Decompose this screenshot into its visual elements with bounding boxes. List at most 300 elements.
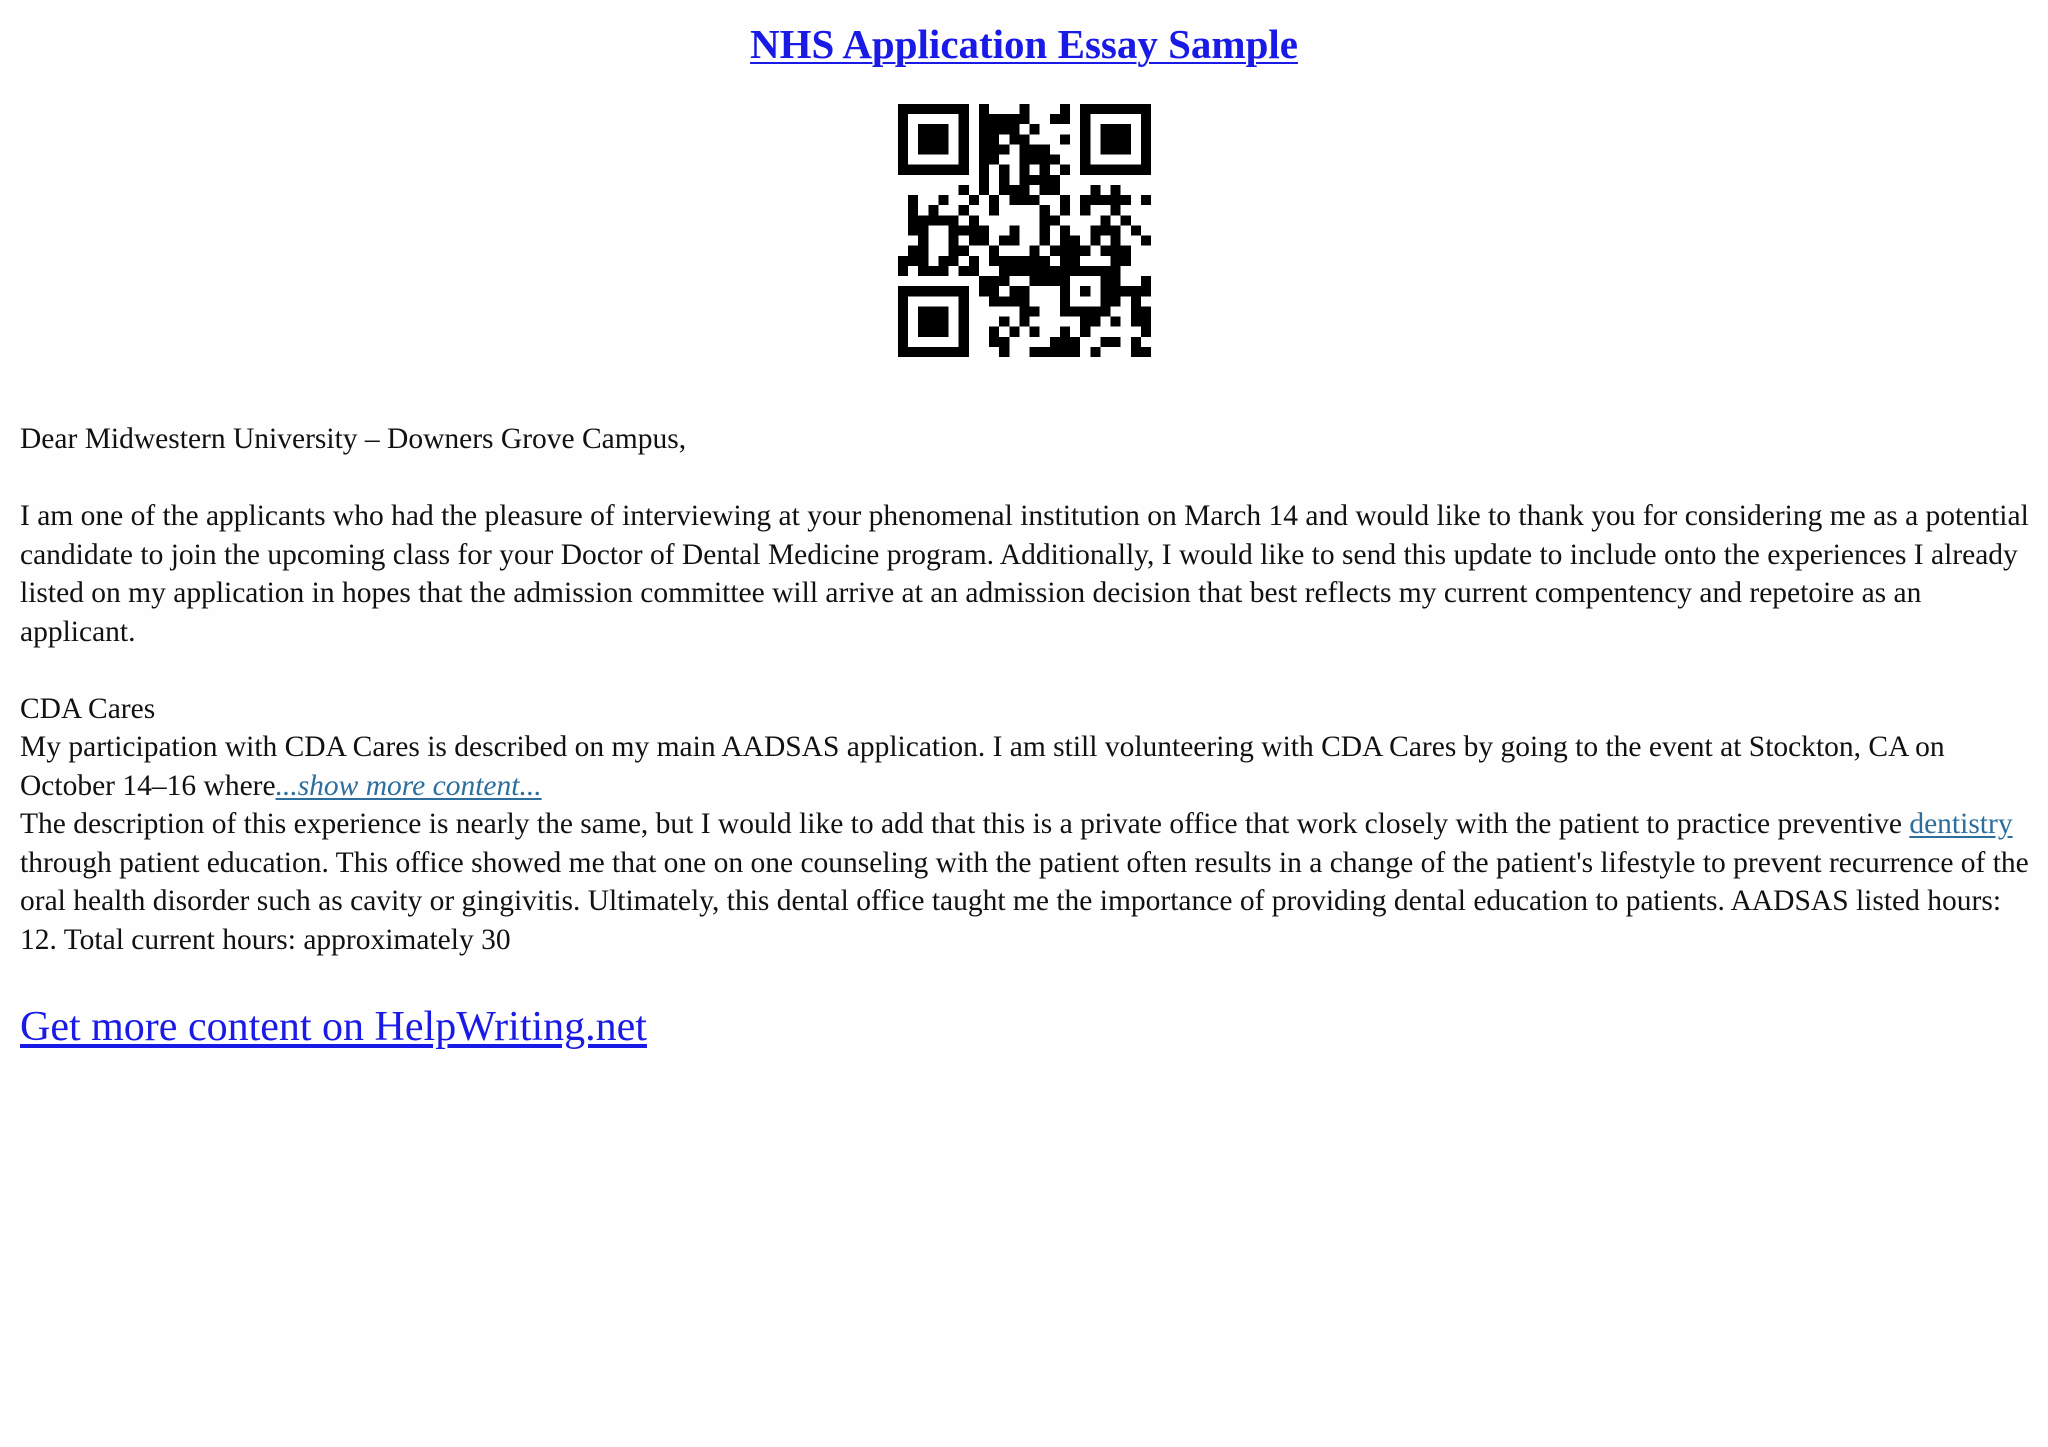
qr-module <box>1050 175 1060 185</box>
qr-module <box>918 104 928 114</box>
qr-module <box>928 306 938 316</box>
qr-module <box>898 134 908 144</box>
qr-module <box>1141 124 1151 134</box>
qr-module <box>1070 347 1080 357</box>
qr-module <box>1100 286 1110 296</box>
qr-module <box>1070 337 1080 347</box>
qr-module <box>1019 185 1029 195</box>
qr-module <box>1090 347 1100 357</box>
qr-module <box>898 266 908 276</box>
qr-module <box>979 114 989 124</box>
qr-module <box>999 296 1009 306</box>
qr-module <box>1080 104 1090 114</box>
qr-module <box>1060 114 1070 124</box>
qr-module <box>979 165 989 175</box>
qr-module <box>979 104 989 114</box>
qr-module <box>989 256 999 266</box>
qr-module <box>999 347 1009 357</box>
qr-module <box>1019 134 1029 144</box>
qr-module <box>898 124 908 134</box>
continued-paragraph <box>20 805 2032 959</box>
qr-module <box>959 124 969 134</box>
qr-module <box>959 165 969 175</box>
qr-module <box>1121 215 1131 225</box>
qr-module <box>949 347 959 357</box>
qr-module <box>989 337 999 347</box>
qr-module <box>1121 246 1131 256</box>
qr-module <box>1060 306 1070 316</box>
qr-module <box>1100 134 1110 144</box>
qr-module <box>1060 165 1070 175</box>
qr-module <box>1019 286 1029 296</box>
qr-module <box>1111 205 1121 215</box>
qr-module <box>1080 144 1090 154</box>
qr-module <box>1019 266 1029 276</box>
qr-module <box>898 296 908 306</box>
qr-module <box>908 165 918 175</box>
qr-module <box>979 124 989 134</box>
qr-module <box>918 306 928 316</box>
qr-module <box>949 286 959 296</box>
qr-module <box>898 144 908 154</box>
qr-module <box>959 185 969 195</box>
qr-module <box>1019 114 1029 124</box>
qr-module <box>1141 114 1151 124</box>
qr-module <box>928 317 938 327</box>
qr-module <box>1090 236 1100 246</box>
qr-module <box>949 104 959 114</box>
qr-module <box>1019 195 1029 205</box>
qr-module <box>1121 286 1131 296</box>
qr-module <box>1100 296 1110 306</box>
qr-module <box>1080 327 1090 337</box>
qr-module <box>1050 337 1060 347</box>
qr-module <box>949 215 959 225</box>
qr-module <box>1090 195 1100 205</box>
dentistry-link[interactable]: dentistry <box>1909 808 2013 840</box>
qr-module <box>938 256 948 266</box>
qr-module <box>959 246 969 256</box>
qr-module <box>1111 256 1121 266</box>
qr-module <box>938 215 948 225</box>
qr-module <box>1070 236 1080 246</box>
qr-module <box>1019 155 1029 165</box>
qr-module <box>1009 256 1019 266</box>
qr-module <box>918 134 928 144</box>
qr-module <box>938 306 948 316</box>
qr-module <box>1040 144 1050 154</box>
qr-module <box>1111 236 1121 246</box>
qr-module <box>918 165 928 175</box>
qr-module <box>1080 195 1090 205</box>
qr-module <box>1009 327 1019 337</box>
qr-module <box>989 286 999 296</box>
qr-module <box>918 144 928 154</box>
qr-module <box>989 195 999 205</box>
qr-module <box>1100 276 1110 286</box>
qr-module <box>959 286 969 296</box>
qr-module <box>908 286 918 296</box>
qr-module <box>898 337 908 347</box>
qr-module <box>999 144 1009 154</box>
qr-module <box>1090 306 1100 316</box>
qr-module <box>898 306 908 316</box>
qr-module <box>1111 195 1121 205</box>
qr-module <box>1050 155 1060 165</box>
qr-module <box>1009 296 1019 306</box>
qr-module <box>928 347 938 357</box>
qr-module <box>1040 236 1050 246</box>
qr-module <box>918 215 928 225</box>
qr-module <box>1060 195 1070 205</box>
qr-module <box>999 114 1009 124</box>
qr-module <box>938 104 948 114</box>
qr-module <box>1131 337 1141 347</box>
qr-module <box>1080 205 1090 215</box>
qr-module <box>1030 327 1040 337</box>
qr-module <box>1141 327 1151 337</box>
helpwriting-link[interactable]: Get more content on HelpWriting.net <box>20 1004 647 1050</box>
qr-module <box>1040 185 1050 195</box>
qr-module <box>989 134 999 144</box>
qr-module <box>989 327 999 337</box>
qr-module <box>1090 317 1100 327</box>
qr-module <box>1030 155 1040 165</box>
qr-module <box>918 286 928 296</box>
qr-module <box>938 266 948 276</box>
qr-module <box>908 246 918 256</box>
qr-module <box>1141 195 1151 205</box>
qr-module <box>999 337 1009 347</box>
qr-module <box>989 124 999 134</box>
qr-module <box>1040 276 1050 286</box>
qr-module <box>1060 347 1070 357</box>
qr-module <box>999 124 1009 134</box>
qr-module <box>979 286 989 296</box>
qr-module <box>1080 306 1090 316</box>
qr-module <box>1019 256 1029 266</box>
qr-module <box>1040 165 1050 175</box>
qr-module <box>1040 155 1050 165</box>
qr-module <box>959 327 969 337</box>
qr-module <box>959 296 969 306</box>
paragraph-gap <box>20 459 2032 498</box>
qr-module <box>1141 165 1151 175</box>
qr-module <box>1030 256 1040 266</box>
qr-module <box>928 286 938 296</box>
qr-module <box>969 236 979 246</box>
qr-module <box>1100 306 1110 316</box>
show-more-link[interactable]: ...show more content... <box>275 769 542 802</box>
qr-module <box>959 266 969 276</box>
qr-module <box>928 124 938 134</box>
qr-module <box>898 155 908 165</box>
qr-module <box>908 225 918 235</box>
qr-module <box>928 327 938 337</box>
qr-module <box>928 205 938 215</box>
qr-module <box>1060 104 1070 114</box>
qr-module <box>959 347 969 357</box>
qr-module <box>1080 124 1090 134</box>
qr-module <box>1070 306 1080 316</box>
qr-module <box>1040 347 1050 357</box>
qr-module <box>1111 104 1121 114</box>
qr-module <box>1131 296 1141 306</box>
qr-module <box>979 185 989 195</box>
qr-module <box>1080 114 1090 124</box>
qr-module <box>979 155 989 165</box>
qr-module <box>1060 286 1070 296</box>
qr-module <box>1131 306 1141 316</box>
qr-module <box>959 134 969 144</box>
qr-module <box>999 256 1009 266</box>
qr-module <box>1050 276 1060 286</box>
qr-module <box>959 317 969 327</box>
qr-module <box>1141 104 1151 114</box>
qr-module <box>918 236 928 246</box>
qr-module <box>959 114 969 124</box>
footer-cta <box>20 1000 647 1054</box>
qr-module <box>1019 144 1029 154</box>
qr-module <box>1009 124 1019 134</box>
qr-module <box>1121 256 1131 266</box>
qr-module <box>1141 286 1151 296</box>
qr-module <box>1111 266 1121 276</box>
qr-module <box>938 317 948 327</box>
qr-module <box>1009 266 1019 276</box>
qr-module <box>908 215 918 225</box>
qr-module <box>938 195 948 205</box>
qr-module <box>989 114 999 124</box>
letter-intro-paragraph: I am one of the applicants who had the pleasure of interviewing at your phenomenal institution on March 14 and would like to thank you for considering me as a potential candidate to join the upcoming class for your Doctor of Dental Medicine program. Additionally, I would like to send this update to include onto the experiences I already listed on my application in hopes that the admission committee will arrive at an admission decision that best reflects my current compentency and repetoire as an applicant. <box>20 500 2029 648</box>
qr-module <box>908 104 918 114</box>
qr-module <box>1019 296 1029 306</box>
qr-module <box>1070 256 1080 266</box>
qr-module <box>1141 155 1151 165</box>
qr-module <box>1131 165 1141 175</box>
qr-module <box>969 256 979 266</box>
qr-module <box>1009 195 1019 205</box>
qr-module <box>1060 296 1070 306</box>
qr-module <box>1030 246 1040 256</box>
qr-code-image <box>898 104 1151 357</box>
qr-module <box>1040 266 1050 276</box>
qr-module <box>969 195 979 205</box>
qr-module <box>898 327 908 337</box>
qr-module <box>959 144 969 154</box>
qr-module <box>1141 317 1151 327</box>
qr-module <box>1030 306 1040 316</box>
letter-salutation: Dear Midwestern University – Downers Grove Campus, <box>20 423 687 455</box>
title-link[interactable]: NHS Application Essay Sample <box>750 21 1298 67</box>
qr-module <box>1019 175 1029 185</box>
qr-module <box>938 134 948 144</box>
qr-module <box>918 256 928 266</box>
qr-module <box>1141 144 1151 154</box>
qr-module <box>1121 195 1131 205</box>
qr-module <box>938 144 948 154</box>
qr-module <box>1100 165 1110 175</box>
qr-module <box>938 347 948 357</box>
section-paragraph <box>20 728 2032 805</box>
qr-module <box>979 276 989 286</box>
qr-module <box>1100 225 1110 235</box>
qr-module <box>1070 266 1080 276</box>
qr-module <box>1009 185 1019 195</box>
qr-module <box>1030 124 1040 134</box>
qr-module <box>898 286 908 296</box>
qr-module <box>1050 215 1060 225</box>
qr-module <box>959 306 969 316</box>
qr-module <box>949 225 959 235</box>
continued-text-end: through patient education. This office showed me that one on one counseling with the patient often results in a change of the patient's lifestyle to prevent recurrence of the oral health disorder such as cavity or gingivitis. Ultimately, this dental office taught me the importance of providing dental education to patients. AADSAS listed hours: 12. Total current hours: approximately 30 <box>20 846 2029 956</box>
qr-module <box>1111 165 1121 175</box>
qr-module <box>1111 144 1121 154</box>
qr-module <box>1090 225 1100 235</box>
qr-module <box>1009 114 1019 124</box>
qr-module <box>1030 276 1040 286</box>
qr-module <box>1100 215 1110 225</box>
qr-module <box>1050 266 1060 276</box>
qr-module <box>918 246 928 256</box>
qr-module <box>898 347 908 357</box>
qr-module <box>1100 124 1110 134</box>
qr-module <box>1121 134 1131 144</box>
qr-module <box>989 155 999 165</box>
qr-module <box>1141 306 1151 316</box>
qr-module <box>979 175 989 185</box>
qr-module <box>928 104 938 114</box>
qr-module <box>949 165 959 175</box>
qr-module <box>1121 165 1131 175</box>
qr-module <box>1080 317 1090 327</box>
qr-module <box>1060 246 1070 256</box>
qr-module <box>1131 286 1141 296</box>
qr-module <box>1141 276 1151 286</box>
qr-module <box>1040 225 1050 235</box>
qr-module <box>1009 225 1019 235</box>
paragraph-gap <box>20 651 2032 690</box>
qr-module <box>918 266 928 276</box>
qr-module <box>1111 134 1121 144</box>
qr-module <box>1080 246 1090 256</box>
qr-module <box>959 225 969 235</box>
qr-module <box>1111 124 1121 134</box>
qr-module <box>1141 134 1151 144</box>
qr-module <box>1131 317 1141 327</box>
qr-module <box>979 134 989 144</box>
qr-module <box>928 266 938 276</box>
qr-module <box>999 317 1009 327</box>
qr-module <box>918 327 928 337</box>
qr-module <box>1080 266 1090 276</box>
qr-module <box>1060 225 1070 235</box>
qr-module <box>1060 337 1070 347</box>
qr-module <box>1060 276 1070 286</box>
qr-module <box>1090 266 1100 276</box>
qr-module <box>1060 134 1070 144</box>
qr-module <box>979 144 989 154</box>
qr-module <box>999 276 1009 286</box>
letter-body <box>20 420 2032 959</box>
section-heading: CDA Cares <box>20 692 156 725</box>
qr-module <box>908 256 918 266</box>
qr-module <box>1131 104 1141 114</box>
page-title <box>0 18 2048 70</box>
qr-module <box>1121 144 1131 154</box>
qr-module <box>1040 205 1050 215</box>
qr-module <box>949 246 959 256</box>
qr-module <box>1050 347 1060 357</box>
qr-module <box>1111 317 1121 327</box>
qr-module <box>908 205 918 215</box>
qr-module <box>959 337 969 347</box>
qr-module <box>1100 144 1110 154</box>
qr-module <box>908 347 918 357</box>
qr-module <box>898 114 908 124</box>
qr-module <box>928 215 938 225</box>
qr-module <box>898 256 908 266</box>
qr-module <box>1019 104 1029 114</box>
qr-module <box>969 266 979 276</box>
qr-module <box>918 347 928 357</box>
qr-module <box>1030 195 1040 205</box>
qr-module <box>1141 347 1151 357</box>
qr-module <box>1131 347 1141 357</box>
qr-module <box>1060 256 1070 266</box>
section-text: My participation with CDA Cares is described on my main AADSAS application. I am still volunteering with CDA Cares by going to the event at Stockton, CA on October 14–16 where <box>20 731 1945 802</box>
qr-module <box>1040 215 1050 225</box>
qr-module <box>1070 246 1080 256</box>
qr-module <box>1040 175 1050 185</box>
qr-module <box>1019 317 1029 327</box>
qr-module <box>1030 144 1040 154</box>
qr-module <box>1111 296 1121 306</box>
qr-module <box>1060 266 1070 276</box>
qr-module <box>898 104 908 114</box>
qr-module <box>1121 124 1131 134</box>
qr-module <box>1080 155 1090 165</box>
qr-module <box>918 124 928 134</box>
qr-module <box>1090 165 1100 175</box>
qr-module <box>979 236 989 246</box>
qr-module <box>969 215 979 225</box>
qr-module <box>989 246 999 256</box>
qr-module <box>898 317 908 327</box>
qr-module <box>1121 104 1131 114</box>
qr-module <box>928 144 938 154</box>
qr-module <box>938 327 948 337</box>
qr-module <box>1111 337 1121 347</box>
qr-module <box>949 256 959 266</box>
qr-module <box>1019 165 1029 175</box>
continued-text-start: The description of this experience is nearly the same, but I would like to add that this is a private office that work closely with the patient to practice preventive <box>20 808 1910 840</box>
qr-module <box>1030 347 1040 357</box>
qr-module <box>1040 256 1050 266</box>
qr-module <box>1111 246 1121 256</box>
qr-module <box>1090 185 1100 195</box>
qr-module <box>959 155 969 165</box>
qr-module <box>1080 165 1090 175</box>
qr-module <box>969 225 979 235</box>
qr-module <box>989 144 999 154</box>
qr-module <box>1050 114 1060 124</box>
qr-module <box>918 225 928 235</box>
qr-module <box>938 286 948 296</box>
qr-module <box>1111 276 1121 286</box>
qr-module <box>1019 306 1029 316</box>
qr-module <box>1111 286 1121 296</box>
